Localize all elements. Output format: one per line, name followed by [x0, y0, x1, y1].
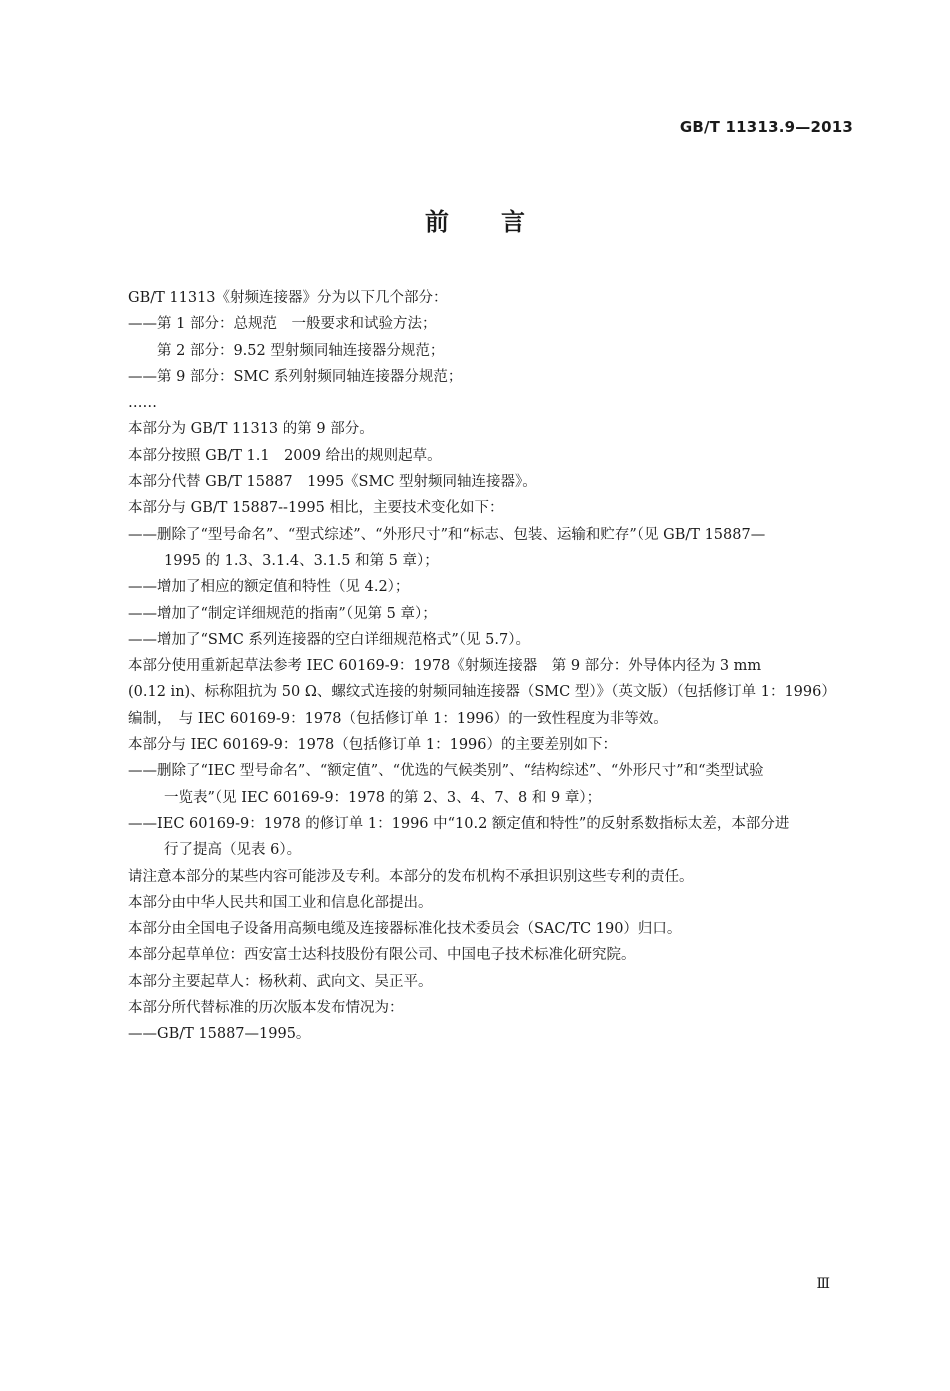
- text-line: 本部分由中华人民共和国工业和信息化部提出。: [128, 894, 433, 911]
- text-line: 本部分所代替标准的历次版本发布情况为：: [128, 1000, 404, 1017]
- foreword-body: [128, 285, 858, 1048]
- list-item: 第 2 部分：9.52 型射频同轴连接器分规范；: [128, 342, 445, 359]
- list-item: ——删除了“IEC 型号命名”、“额定值”、“优选的气候类别”、“结构综述”、“外形尺寸”和“类型试验: [128, 763, 764, 780]
- list-item-continuation: 行了提高（见表 6）。: [164, 842, 302, 859]
- list-item: ——增加了相应的额定值和特性（见 4.2）；: [128, 579, 410, 596]
- text-line: 本部分主要起草人：杨秋莉、武向文、吴正平。: [128, 973, 433, 990]
- text-line: 请注意本部分的某些内容可能涉及专利。本部分的发布机构不承担识别这些专利的责任。: [128, 868, 694, 885]
- text-line: 本部分代替 GB/T 15887 1995《SMC 型射频同轴连接器》。: [128, 474, 537, 491]
- list-item: ——第 9 部分：SMC 系列射频同轴连接器分规范；: [128, 368, 463, 385]
- list-item: ——删除了“型号命名”、“型式综述”、“外形尺寸”和“标志、包装、运输和贮存”（见 GB/T 15887—: [128, 526, 766, 543]
- text-line: 本部分使用重新起草法参考 IEC 60169-9：1978《射频连接器 第 9 部分：外导体内径为 3 mm: [128, 658, 762, 675]
- list-item: ——增加了“SMC 系列连接器的空白详细规范格式”（见 5.7）。: [128, 631, 530, 648]
- text-line: 本部分按照 GB/T 1.1 2009 给出的规则起草。: [128, 447, 442, 464]
- text-line: 本部分起草单位：西安富士达科技股份有限公司、中国电子技术标准化研究院。: [128, 947, 636, 964]
- list-item: ——第 1 部分：总规范 一般要求和试验方法；: [128, 316, 437, 333]
- text-line: 本部分与 GB/T 15887--1995 相比，主要技术变化如下：: [128, 500, 504, 517]
- page-number: Ⅲ: [816, 1276, 830, 1292]
- list-item-continuation: 1995 的 1.3、3.1.4、3.1.5 和第 5 章）；: [164, 552, 439, 569]
- text-line: (0.12 in)、标称阻抗为 50 Ω、螺纹式连接的射频同轴连接器（SMC 型）》（英文版）（包括修订单 1：1996）: [128, 684, 836, 701]
- standard-code: GB/T 11313.9—2013: [679, 118, 853, 136]
- page-title: 前言: [425, 208, 577, 236]
- list-item: ——增加了“制定详细规范的指南”（见第 5 章）；: [128, 605, 437, 622]
- text-line: 本部分由全国电子设备用高频电缆及连接器标准化技术委员会（SAC/TC 190）归口。: [128, 921, 682, 938]
- ellipsis: ……: [128, 395, 157, 412]
- list-item: ——IEC 60169-9：1978 的修订单 1：1996 中“10.2 额定值和特性”的反射系数指标太差，本部分进: [128, 815, 790, 832]
- text-line: 本部分为 GB/T 11313 的第 9 部分。: [128, 421, 374, 438]
- list-item-continuation: 一览表”（见 IEC 60169-9：1978 的第 2、3、4、7、8 和 9 章）；: [164, 789, 602, 806]
- text-line: GB/T 11313《射频连接器》分为以下几个部分：: [128, 290, 448, 306]
- text-line: 编制， 与 IEC 60169-9：1978（包括修订单 1：1996）的一致性程度为非等效。: [128, 710, 668, 727]
- list-item: ——GB/T 15887—1995。: [128, 1026, 311, 1043]
- text-line: 本部分与 IEC 60169-9：1978（包括修订单 1：1996）的主要差别如下：: [128, 737, 618, 754]
